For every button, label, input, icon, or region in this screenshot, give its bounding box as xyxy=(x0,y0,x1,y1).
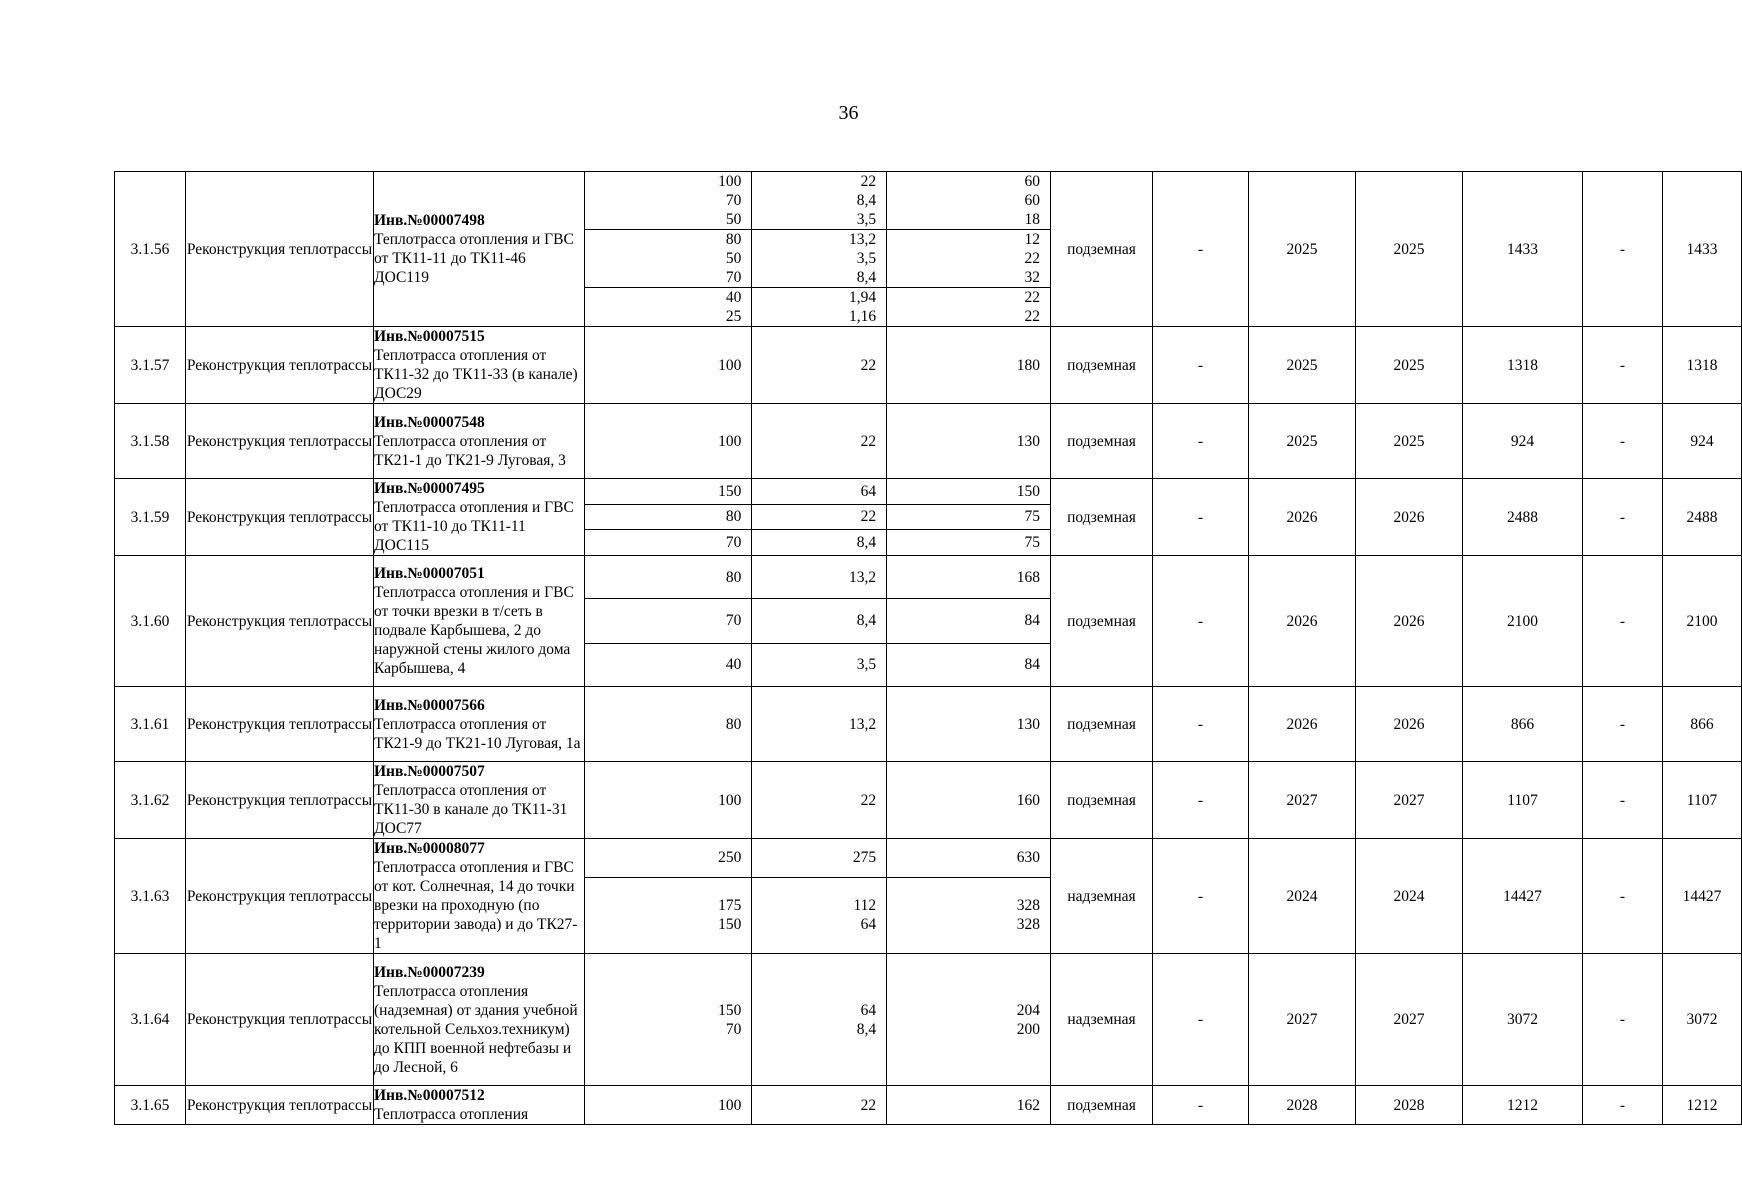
segment-row xyxy=(585,172,1050,230)
pipe-length xyxy=(887,530,1050,555)
segment-row xyxy=(585,839,1050,877)
total-value: 924 xyxy=(1663,404,1742,479)
row-number: 3.1.58 xyxy=(115,404,186,479)
pipe-diameter xyxy=(585,327,752,403)
pipe-length-value: 84 xyxy=(1024,612,1040,630)
object-description xyxy=(374,839,585,954)
segments-table xyxy=(585,327,1050,403)
inventory-number: Инв.№00007051 xyxy=(374,565,485,582)
pipe-segments xyxy=(585,839,1051,954)
laying-type: подземная xyxy=(1051,172,1153,327)
pipe-length xyxy=(887,327,1050,403)
end-year: 2026 xyxy=(1356,556,1463,687)
segments-table xyxy=(585,1086,1050,1124)
pipe-parameter-value: 8,4 xyxy=(856,612,877,630)
pipe-diameter-value: 175 xyxy=(718,897,742,915)
segment-row xyxy=(585,599,1050,643)
pipe-diameter-value: 250 xyxy=(718,849,742,867)
pipe-diameter xyxy=(585,479,752,504)
work-type: Реконструкция теплотрассы xyxy=(186,327,374,404)
pipe-diameter xyxy=(585,1086,752,1124)
dash-value: - xyxy=(1153,1086,1249,1125)
pipeline-description: Теплотрасса отопления от ТК11-32 до ТК11-33 (в канале) ДОС29 xyxy=(374,347,578,402)
pipe-length-value: 168 xyxy=(1016,568,1040,586)
dash-value: - xyxy=(1153,687,1249,762)
pipe-parameter xyxy=(752,839,887,877)
table-row xyxy=(115,404,1742,479)
pipe-segments xyxy=(585,762,1051,839)
pipe-parameter xyxy=(752,762,887,838)
pipe-segments xyxy=(585,954,1051,1086)
inventory-number: Инв.№00007507 xyxy=(374,763,485,780)
pipe-diameter-value: 80 xyxy=(725,715,742,733)
segment-row xyxy=(585,643,1050,686)
pipe-length-value: 328 xyxy=(1016,916,1040,934)
pipe-parameter-value: 8,4 xyxy=(856,534,877,552)
work-type: Реконструкция теплотрассы xyxy=(186,839,374,954)
pipe-diameter-value: 150 xyxy=(718,916,742,934)
pipe-segments xyxy=(585,687,1051,762)
pipe-diameter xyxy=(585,839,752,877)
total-value: 1318 xyxy=(1663,327,1742,404)
pipe-parameter-value: 1,94 xyxy=(849,289,877,306)
pipe-length-value: 130 xyxy=(1016,432,1040,450)
pipe-diameter-value: 70 xyxy=(725,534,742,552)
pipe-diameter xyxy=(585,877,752,953)
dash-value: - xyxy=(1583,762,1663,839)
total-value: 866 xyxy=(1663,687,1742,762)
total-value: 1212 xyxy=(1663,1086,1742,1125)
laying-type: подземная xyxy=(1051,479,1153,556)
dash-value: - xyxy=(1583,839,1663,954)
pipe-length xyxy=(887,556,1050,599)
table-row xyxy=(115,762,1742,839)
row-number: 3.1.59 xyxy=(115,479,186,556)
dash-value: - xyxy=(1153,556,1249,687)
pipe-length xyxy=(887,839,1050,877)
laying-type: подземная xyxy=(1051,687,1153,762)
laying-type: подземная xyxy=(1051,556,1153,687)
segments-table xyxy=(585,954,1050,1085)
pipe-parameter-value: 22 xyxy=(860,432,877,450)
pipe-length xyxy=(887,504,1050,530)
pipe-diameter xyxy=(585,643,752,686)
pipe-length-value: 60 xyxy=(1024,173,1040,190)
pipe-parameter xyxy=(752,530,887,555)
segment-row xyxy=(585,954,1050,1085)
segment-row xyxy=(585,530,1050,555)
row-number: 3.1.60 xyxy=(115,556,186,687)
row-number: 3.1.62 xyxy=(115,762,186,839)
pipe-parameter-value: 3,5 xyxy=(856,211,877,228)
total-value: 1107 xyxy=(1663,762,1742,839)
dash-value: - xyxy=(1583,404,1663,479)
object-description xyxy=(374,404,585,479)
pipe-parameter xyxy=(752,877,887,953)
object-description xyxy=(374,954,585,1086)
laying-type: подземная xyxy=(1051,762,1153,839)
cost-value: 2100 xyxy=(1463,556,1583,687)
pipe-length xyxy=(887,762,1050,838)
segments-table xyxy=(585,172,1050,326)
pipe-length xyxy=(887,599,1050,643)
pipe-diameter-value: 70 xyxy=(725,1020,742,1038)
cost-value: 1107 xyxy=(1463,762,1583,839)
pipe-parameter-value: 22 xyxy=(860,1096,877,1114)
pipe-length-value: 32 xyxy=(1024,269,1040,286)
reconstruction-table xyxy=(114,171,1742,1125)
pipe-diameter-value: 80 xyxy=(725,508,742,526)
start-year: 2025 xyxy=(1249,327,1356,404)
laying-type: подземная xyxy=(1051,1086,1153,1125)
end-year: 2027 xyxy=(1356,954,1463,1086)
pipe-segments xyxy=(585,327,1051,404)
pipe-length-value: 22 xyxy=(1024,250,1040,267)
start-year: 2027 xyxy=(1249,954,1356,1086)
pipe-length xyxy=(887,1086,1050,1124)
pipe-diameter-value: 150 xyxy=(718,482,742,500)
pipe-length-value: 204 xyxy=(1016,1001,1040,1019)
pipe-diameter-value: 100 xyxy=(718,432,742,450)
pipe-length-value: 630 xyxy=(1016,849,1040,867)
pipe-parameter-value: 8,4 xyxy=(856,192,877,209)
pipe-length-value: 22 xyxy=(1024,308,1040,325)
segment-row xyxy=(585,877,1050,953)
end-year: 2026 xyxy=(1356,479,1463,556)
pipeline-description: Теплотрасса отопления от ТК11-30 в канале до ТК11-31 ДОС77 xyxy=(374,782,568,837)
end-year: 2025 xyxy=(1356,404,1463,479)
object-description xyxy=(374,556,585,687)
pipe-diameter xyxy=(585,172,752,230)
cost-value: 1212 xyxy=(1463,1086,1583,1125)
pipe-segments xyxy=(585,1086,1051,1125)
table-row xyxy=(115,954,1742,1086)
pipe-parameter xyxy=(752,172,887,230)
object-description xyxy=(374,762,585,839)
total-value: 2100 xyxy=(1663,556,1742,687)
pipe-length-value: 180 xyxy=(1016,356,1040,374)
dash-value: - xyxy=(1153,172,1249,327)
pipe-diameter xyxy=(585,404,752,478)
pipe-length-value: 162 xyxy=(1016,1096,1040,1114)
pipe-length xyxy=(887,643,1050,686)
dash-value: - xyxy=(1153,327,1249,404)
pipe-parameter-value: 3,5 xyxy=(856,250,877,267)
pipeline-description: Теплотрасса отопления от ТК21-1 до ТК21-9 Луговая, 3 xyxy=(374,432,566,469)
segments-table xyxy=(585,404,1050,478)
pipe-diameter-value: 100 xyxy=(718,791,742,809)
segment-row xyxy=(585,404,1050,478)
work-type: Реконструкция теплотрассы xyxy=(186,687,374,762)
inventory-number: Инв.№00007495 xyxy=(374,480,485,497)
table-row xyxy=(115,687,1742,762)
segment-row xyxy=(585,327,1050,403)
pipe-parameter-value: 64 xyxy=(860,1001,877,1019)
object-description xyxy=(374,1086,585,1125)
total-value: 2488 xyxy=(1663,479,1742,556)
pipe-length xyxy=(887,172,1050,230)
segments-table xyxy=(585,839,1050,953)
pipe-diameter xyxy=(585,687,752,761)
pipe-diameter-value: 80 xyxy=(725,231,742,248)
pipe-diameter xyxy=(585,288,752,327)
row-number: 3.1.57 xyxy=(115,327,186,404)
inventory-number: Инв.№00007512 xyxy=(374,1087,485,1104)
laying-type: подземная xyxy=(1051,404,1153,479)
pipe-diameter-value: 70 xyxy=(725,192,742,209)
pipe-parameter-value: 1,16 xyxy=(849,308,877,325)
dash-value: - xyxy=(1153,762,1249,839)
pipe-length-value: 75 xyxy=(1024,508,1040,526)
segment-row xyxy=(585,1086,1050,1124)
inventory-number: Инв.№00007515 xyxy=(374,328,485,345)
start-year: 2027 xyxy=(1249,762,1356,839)
start-year: 2025 xyxy=(1249,404,1356,479)
pipe-diameter-value: 50 xyxy=(725,250,742,267)
pipe-length xyxy=(887,288,1050,327)
pipe-parameter xyxy=(752,288,887,327)
pipe-parameter-value: 8,4 xyxy=(856,1020,877,1038)
pipe-length-value: 18 xyxy=(1024,211,1040,228)
segment-row xyxy=(585,288,1050,327)
cost-value: 924 xyxy=(1463,404,1583,479)
inventory-number: Инв.№00008077 xyxy=(374,840,485,857)
start-year: 2024 xyxy=(1249,839,1356,954)
dash-value: - xyxy=(1583,479,1663,556)
pipe-parameter xyxy=(752,954,887,1085)
pipeline-description: Теплотрасса отопления и ГВС от ТК11-11 до ТК11-46 ДОС119 xyxy=(374,231,574,286)
work-type: Реконструкция теплотрассы xyxy=(186,762,374,839)
start-year: 2026 xyxy=(1249,556,1356,687)
pipe-parameter-value: 22 xyxy=(860,356,877,374)
segments-table xyxy=(585,556,1050,686)
dash-value: - xyxy=(1153,479,1249,556)
segments-table xyxy=(585,762,1050,838)
object-description xyxy=(374,327,585,404)
cost-value: 866 xyxy=(1463,687,1583,762)
pipe-length-value: 60 xyxy=(1024,192,1040,209)
segment-row xyxy=(585,762,1050,838)
segments-table xyxy=(585,687,1050,761)
start-year: 2025 xyxy=(1249,172,1356,327)
inventory-number: Инв.№00007498 xyxy=(374,212,485,229)
dash-value: - xyxy=(1583,954,1663,1086)
pipe-diameter xyxy=(585,556,752,599)
end-year: 2028 xyxy=(1356,1086,1463,1125)
start-year: 2028 xyxy=(1249,1086,1356,1125)
pipeline-description: Теплотрасса отопления и ГВС от ТК11-10 до ТК11-11 ДОС115 xyxy=(374,499,574,554)
pipeline-description: Теплотрасса отопления (надземная) от здания учебной котельной Сельхоз.техникум) до КПП военной нефтебазы и до Лесной, 6 xyxy=(374,982,578,1076)
pipe-length-value: 22 xyxy=(1024,289,1040,306)
pipe-parameter xyxy=(752,1086,887,1124)
pipe-parameter xyxy=(752,556,887,599)
object-description xyxy=(374,687,585,762)
pipe-diameter-value: 70 xyxy=(725,612,742,630)
segment-row xyxy=(585,504,1050,530)
laying-type: подземная xyxy=(1051,327,1153,404)
pipe-diameter xyxy=(585,954,752,1085)
dash-value: - xyxy=(1583,327,1663,404)
pipe-diameter xyxy=(585,504,752,530)
pipe-diameter xyxy=(585,762,752,838)
pipe-length xyxy=(887,479,1050,504)
pipeline-description: Теплотрасса отопления и ГВС от кот. Солнечная, 14 до точки врезки на проходную (по территории завода) и до ТК27-1 xyxy=(374,859,578,952)
pipe-length xyxy=(887,877,1050,953)
end-year: 2025 xyxy=(1356,327,1463,404)
pipe-parameter-value: 13,2 xyxy=(849,231,877,248)
work-type: Реконструкция теплотрассы xyxy=(186,404,374,479)
row-number: 3.1.61 xyxy=(115,687,186,762)
work-type: Реконструкция теплотрассы xyxy=(186,556,374,687)
end-year: 2024 xyxy=(1356,839,1463,954)
pipe-length xyxy=(887,404,1050,478)
pipe-parameter xyxy=(752,599,887,643)
table-body xyxy=(115,172,1742,1125)
segment-row xyxy=(585,687,1050,761)
segment-row xyxy=(585,230,1050,288)
pipe-parameter xyxy=(752,479,887,504)
table-row xyxy=(115,479,1742,556)
pipe-parameter-value: 64 xyxy=(860,916,877,934)
pipe-length-value: 130 xyxy=(1016,715,1040,733)
pipe-parameter-value: 3,5 xyxy=(856,656,877,674)
cost-value: 1318 xyxy=(1463,327,1583,404)
pipe-length-value: 328 xyxy=(1016,897,1040,915)
work-type: Реконструкция теплотрассы xyxy=(186,954,374,1086)
inventory-number: Инв.№00007566 xyxy=(374,696,485,714)
pipe-diameter-value: 70 xyxy=(725,269,742,286)
object-description xyxy=(374,172,585,327)
work-type: Реконструкция теплотрассы xyxy=(186,479,374,556)
pipe-parameter-value: 22 xyxy=(860,173,877,190)
dash-value: - xyxy=(1583,1086,1663,1125)
pipe-parameter-value: 13,2 xyxy=(849,715,877,733)
dash-value: - xyxy=(1153,839,1249,954)
table-row xyxy=(115,556,1742,687)
pipe-parameter-value: 64 xyxy=(860,482,877,500)
table-row xyxy=(115,172,1742,327)
pipe-parameter xyxy=(752,504,887,530)
segment-row xyxy=(585,556,1050,599)
row-number: 3.1.65 xyxy=(115,1086,186,1125)
pipe-diameter-value: 40 xyxy=(725,289,742,306)
pipe-length-value: 150 xyxy=(1016,482,1040,500)
pipe-diameter-value: 50 xyxy=(725,211,742,228)
start-year: 2026 xyxy=(1249,479,1356,556)
cost-value: 1433 xyxy=(1463,172,1583,327)
pipe-diameter xyxy=(585,230,752,288)
pipe-parameter xyxy=(752,404,887,478)
pipe-parameter-value: 13,2 xyxy=(849,568,877,586)
start-year: 2026 xyxy=(1249,687,1356,762)
dash-value: - xyxy=(1153,404,1249,479)
laying-type: надземная xyxy=(1051,839,1153,954)
cost-value: 2488 xyxy=(1463,479,1583,556)
pipe-parameter xyxy=(752,327,887,403)
table-row xyxy=(115,839,1742,954)
pipe-parameter-value: 275 xyxy=(852,849,877,867)
row-number: 3.1.63 xyxy=(115,839,186,954)
pipe-diameter-value: 150 xyxy=(718,1001,742,1019)
pipe-parameter-value: 22 xyxy=(860,508,877,526)
pipeline-description: Теплотрасса отопления и ГВС от точки врезки в т/сеть в подвале Карбышева, 2 до наружной стены жилого дома Карбышева, 4 xyxy=(374,584,574,677)
end-year: 2026 xyxy=(1356,687,1463,762)
pipe-segments xyxy=(585,404,1051,479)
dash-value: - xyxy=(1153,954,1249,1086)
dash-value: - xyxy=(1583,172,1663,327)
pipe-parameter-value: 22 xyxy=(860,791,877,809)
pipe-length xyxy=(887,954,1050,1085)
table-row xyxy=(115,327,1742,404)
pipe-length-value: 160 xyxy=(1016,791,1040,809)
pipe-diameter-value: 100 xyxy=(718,356,742,374)
pipe-length-value: 75 xyxy=(1024,534,1040,552)
total-value: 14427 xyxy=(1663,839,1742,954)
pipe-length xyxy=(887,687,1050,761)
pipe-length-value: 200 xyxy=(1016,1020,1040,1038)
cost-value: 3072 xyxy=(1463,954,1583,1086)
end-year: 2025 xyxy=(1356,172,1463,327)
dash-value: - xyxy=(1583,556,1663,687)
work-type: Реконструкция теплотрассы xyxy=(186,1086,374,1125)
laying-type: надземная xyxy=(1051,954,1153,1086)
inventory-number: Инв.№00007239 xyxy=(374,963,485,981)
pipe-segments xyxy=(585,479,1051,556)
pipe-diameter-value: 100 xyxy=(718,1096,742,1114)
total-value: 1433 xyxy=(1663,172,1742,327)
pipe-parameter xyxy=(752,687,887,761)
pipe-diameter-value: 40 xyxy=(725,656,742,674)
object-description xyxy=(374,479,585,556)
inventory-number: Инв.№00007548 xyxy=(374,413,485,431)
pipe-diameter xyxy=(585,530,752,555)
dash-value: - xyxy=(1583,687,1663,762)
pipe-segments xyxy=(585,556,1051,687)
total-value: 3072 xyxy=(1663,954,1742,1086)
segments-table xyxy=(585,479,1050,555)
pipe-diameter-value: 80 xyxy=(725,568,742,586)
end-year: 2027 xyxy=(1356,762,1463,839)
pipe-segments xyxy=(585,172,1051,327)
pipe-length-value: 84 xyxy=(1024,656,1040,674)
row-number: 3.1.64 xyxy=(115,954,186,1086)
page-number: 36 xyxy=(838,102,859,124)
pipeline-description: Теплотрасса отопления от ТК21-9 до ТК21-10 Луговая, 1а xyxy=(374,715,581,752)
segment-row xyxy=(585,479,1050,504)
pipe-parameter xyxy=(752,230,887,288)
pipe-length xyxy=(887,230,1050,288)
pipe-diameter xyxy=(585,599,752,643)
pipe-diameter-value: 25 xyxy=(725,308,742,325)
pipe-length-value: 12 xyxy=(1024,231,1040,248)
pipe-parameter-value: 112 xyxy=(853,897,877,915)
pipeline-description: Теплотрасса отопления xyxy=(374,1106,529,1123)
cost-value: 14427 xyxy=(1463,839,1583,954)
pipe-parameter xyxy=(752,643,887,686)
table-row xyxy=(115,1086,1742,1125)
pipe-diameter-value: 100 xyxy=(718,173,742,190)
row-number: 3.1.56 xyxy=(115,172,186,327)
work-type: Реконструкция теплотрассы xyxy=(186,172,374,327)
pipe-parameter-value: 8,4 xyxy=(856,269,877,286)
